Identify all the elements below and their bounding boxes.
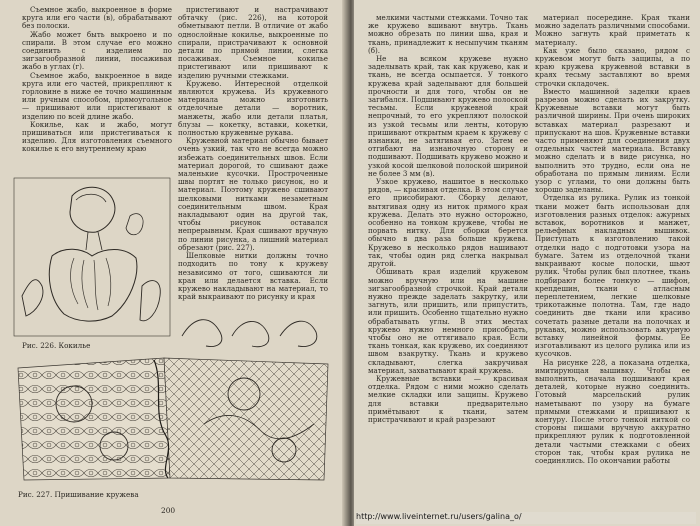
paragraph: Отделка из рулика. Рулик из тонкой ткани может быть использован для изготовления разных отделок: ажурных вставок, воротников и манжет, рельефных накладных вышивок. Приступать к изготовлению такой отделки надо с подготовки узора на бумаге. Затем из отделочной ткани выкраивают косые полоски, шьют рулик. Чтобы рулик был плотнее, ткань подбирают более тонкую — шифон, крепдешин, ткани с атласным переплетением, легкие шелковые трикотажные полотна. Там, где надо соединить две ткани или красиво сочетать разные детали на полочках и рукавах, можно использовать ажурную вставку линейной формы. Ее изготавливают из целого рулика или из кусочков. bbox=[535, 193, 690, 359]
paragraph: Кокилье, как и жабо, могут пришиваться или пристегиваться к изделию. Для изготовления съемного кокилье к его внутреннему краю bbox=[22, 119, 172, 154]
coquille-illustration bbox=[12, 176, 172, 338]
paragraph: Как уже было сказано, рядом с кружевом могут быть защипы, а по краю кружева кружевной вставки в краях тесьму заставляют во время строчки складочек. bbox=[535, 45, 690, 88]
figure-227-caption: Рис. 227. Пришивание кружева bbox=[18, 490, 139, 499]
left-page-text-column-1 bbox=[22, 6, 172, 174]
left-page-text-column-2 bbox=[178, 6, 328, 318]
paragraph: На рисунке 228, а показана отделка, имитирующая вышивку. Чтобы ее выполнить, сначала подшивают края деталей, которые нужно соединить. Готовый марсельский рулик наметывают по узору на бумаге прямыми стежками и пришивают к контуру. После этого тонкой ниткой со стороны пишами вручную аккуратно прикрепляют рулик к подготовленной детали частыми стежками с обеих сторон так, чтобы края рулика не соединялись. По окончании работы bbox=[535, 357, 690, 465]
paragraph: Кружево. Интересной отделкой являются кружева. Из кружевного материала можно изготовить отделочные детали — воротник, манжеты, жабо или детали платья, блузы — кокетку, вставки, кокетки, полностью кружевные рукава. bbox=[178, 78, 328, 138]
paragraph: Кружевные вставки — красивая отделка. Рядом с ними можно сделать мелкие складки или защипы. Кружево для вставки предварительно примётывают к ткани, затем пристрачивают и край разрезают bbox=[368, 373, 528, 424]
lace-joining-illustration bbox=[14, 354, 332, 484]
paragraph: Узкое кружево, нашитое в несколько рядов, — красивая отделка. В этом случае его присобирают. Сборку делают, вытягивая одну из ниток прямого края кружева. Делать это нужно осторожно, особенно на тонком кружеве, чтобы не порвать нитку. Для сборки берется обычно в два раза больше кружева. Кружево в несколько рядов нашивают так, чтобы один ряд слегка накрывал другой. bbox=[368, 177, 528, 269]
right-page bbox=[354, 0, 700, 526]
paragraph: пристегивают и настрачивают обтачку (рис. 226), на которой обметывают петли. В отличие от жабо однослойные кокилье, выкроенные по спирали, пристрачивают к основной детали по прямой линии, слегка посаживая. Съемное кокилье пристегивают или пришивают к изделию ручными стежками. bbox=[178, 6, 328, 80]
left-page bbox=[0, 0, 346, 526]
paragraph: Съемное жабо, выкроенное в форме круга или его части (в), обрабатывают без полоски. bbox=[22, 6, 172, 31]
figure-226-caption: Рис. 226. Кокилье bbox=[22, 341, 91, 350]
paragraph: Шелковые нитки должны точно подходить по тону к кружеву независимо от того, сшиваются ли края или делается вставка. Если кружево накладывают на материал, то край выкраивают по рисунку и края bbox=[178, 251, 328, 302]
paragraph: материал посередине. Края ткани можно заделать различными способами. Можно загнуть край приметать к материалу. bbox=[535, 14, 690, 47]
paragraph: Вместо машинной заделки краев разрезов можно сделать их закрутку. Кружевные вставки могут быть различной ширины. При очень широких вставках материал разрезают и припускают на шов. Кружевные вставки часто применяют для соединения двух отдельных частей материала. Вставку можно сделать и в виде рисунка, но выполнить это трудно, если она не обработана по прямым линиям. Если узор с углами, то они должны быть хорошо заделаны. bbox=[535, 86, 690, 195]
paragraph: Не на всяком кружеве нужно заделывать край, так как кружево, как и ткань, не всегда осыпается. У тонкого кружева край заделывают для большей прочности и для того, чтобы он не загибался. Подшивают кружево полоской тесьмы. Если кружевной край непрочный, то его укрепляют полоской из узкой тесьмы или ленты, которую пришивают открытым краем к кружеву с изнанки, не затягивая его. Затем ее отгибают на изнаночную сторону и подшивают. Подшивать кружево можно и узкой косой шелковой полоской шириной не более 3 мм (в). bbox=[368, 54, 528, 178]
paragraph: Кружевной материал обычно бывает очень узкий, так что не всегда можно избежать соединительных швов. Если материал дорогой, то сшивают даже маленькие кусочки. Простроченные швы портят не только рисунок, но и материал. Поэтому кружево сшивают шелковыми нитками незаметным соединительным швом. Края накладывают один на другой так, чтобы рисунок оставался непрерывным. Края сшивают вручную по линии рисунка, а лишний материал обрезают (рис. 227). bbox=[178, 136, 328, 252]
coquille-detail-illustration bbox=[176, 306, 326, 350]
paragraph: мелкими частыми стежками. Точно так же кружево вшивают внутрь. Ткань можно обрезать по линии шва, края и ткань, принадлежит к несыпучим тканям (б). bbox=[368, 14, 528, 55]
paragraph: Съемное жабо, выкроенное в виде круга или его частей, прикрепляют к горловине в ниже ее точно машинным или ручным способом, прямоугольное — пришивают или пристегивают к изделию по всей длине жабо. bbox=[22, 70, 172, 121]
right-page-text-column-1 bbox=[368, 14, 528, 508]
source-url-footer[interactable]: http://www.liveinternet.ru/users/galina_o/ bbox=[356, 512, 696, 524]
right-page-text-column-2 bbox=[535, 14, 690, 508]
paragraph: Жабо может быть выкроено и по спирали. В этом случае его можно соединить с изделием по зигзагообразной линии, посаживая жабо в углах (г). bbox=[22, 29, 172, 72]
page-number: 200 bbox=[161, 506, 176, 515]
paragraph: Обшивать края изделий кружевом можно вручную или на машине зигзагообразной строчкой. Край детали нужно прежде заделать закрутку, или загнуть, или пришить, или припустить, или пришить. Особенно тщательно нужно обрабатывать углы. В этих местах кружево нужно немного присобрать, чтобы оно не оттягивало края. Если ткань тонкая, как кружево, их соединяют швом взакрутку. Ткань и кружево складывают, слегка закручивая материал, захватывают край кружева. bbox=[368, 267, 528, 375]
